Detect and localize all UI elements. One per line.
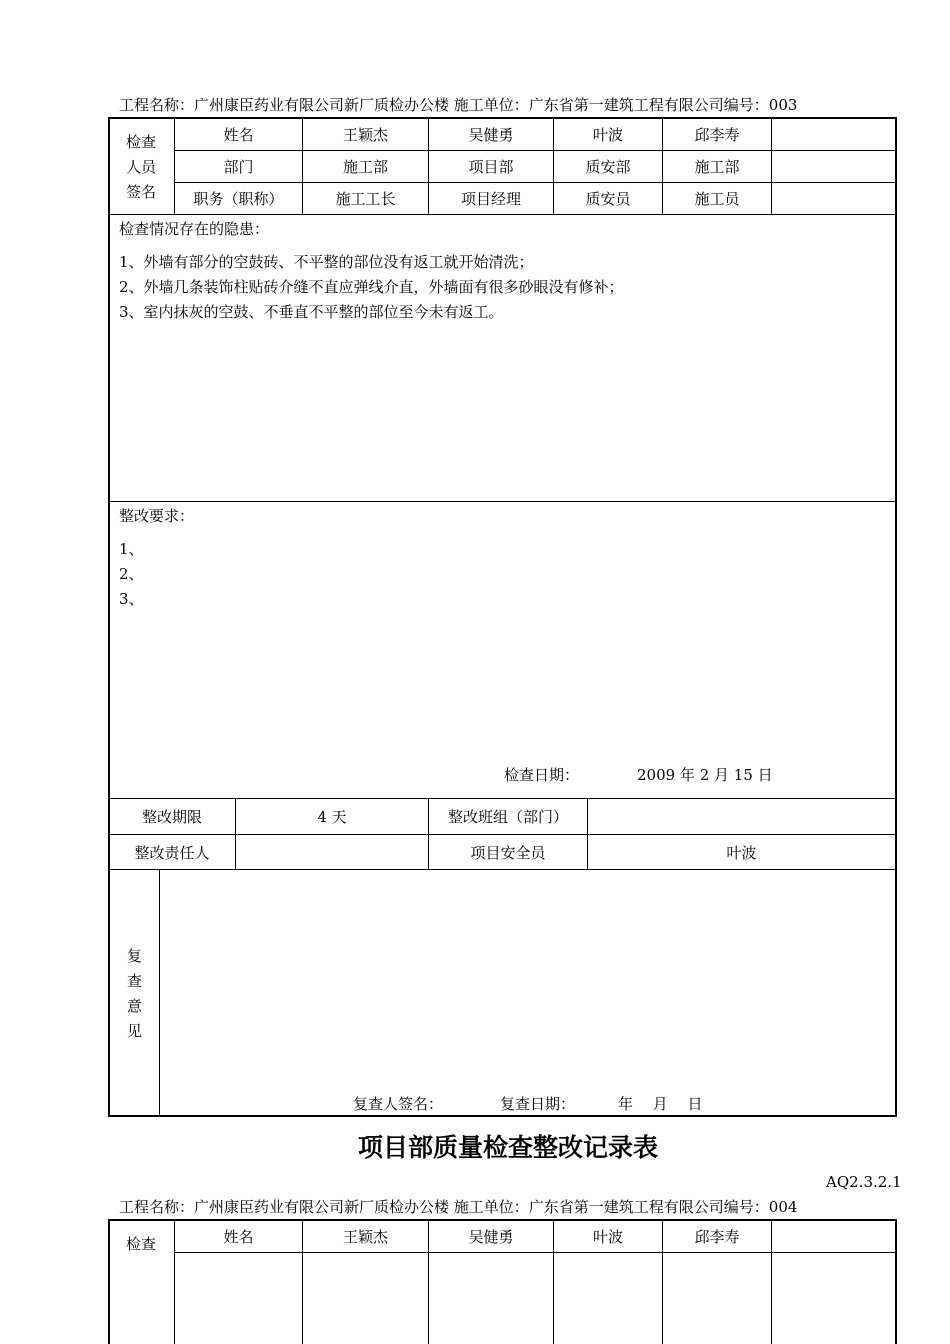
person-name: 吴健勇 (468, 125, 514, 144)
person-dept: 施工部 (694, 158, 740, 176)
review-date-placeholder: 年 月 日 (618, 1095, 703, 1113)
requirements-title: 整改要求： (119, 507, 195, 525)
requirement-item: 2、 (119, 565, 144, 583)
inspector-label-partial: 检查 (126, 1235, 157, 1253)
inspector-label-3: 签名 (126, 183, 157, 201)
project-header-2: 工程名称：广州康臣药业有限公司新厂质检办公楼 施工单位：广东省第一建筑工程有限公司编号：004 (119, 1198, 798, 1216)
inspector-label-1: 检查 (126, 133, 157, 151)
person-name-2: 王颖杰 (342, 1227, 388, 1246)
deadline-label: 整改期限 (141, 808, 202, 826)
responsible-value (236, 835, 428, 869)
person-title: 项目经理 (460, 190, 521, 208)
hazard-item: 3、室内抹灰的空鼓、不垂直不平整的部位至今未有返工。 (119, 303, 504, 321)
hazards-title: 检查情况存在的隐患： (119, 220, 270, 238)
deadline-value: 4 天 (317, 808, 347, 826)
safety-officer-label: 项目安全员 (470, 843, 546, 862)
review-date-label: 复查日期： (500, 1095, 576, 1113)
hazard-item: 2、外墙几条装饰柱贴砖介缝不直应弹线介直，外墙面有很多砂眼没有修补； (119, 278, 624, 296)
review-label-char: 复 (127, 947, 143, 965)
team-label: 整改班组（部门） (447, 808, 568, 826)
inspection-date-label: 检查日期： (504, 766, 580, 784)
person-title: 施工员 (694, 190, 740, 208)
row-label-dept: 部门 (223, 158, 254, 176)
form-code: AQ2.3.2.1 (826, 1173, 902, 1191)
person-dept: 施工部 (342, 158, 388, 176)
requirement-item: 3、 (119, 590, 144, 608)
safety-officer-value: 叶波 (726, 843, 757, 862)
requirement-item: 1、 (119, 540, 144, 558)
person-title: 施工工长 (335, 190, 396, 208)
hazard-item: 1、外墙有部分的空鼓砖、不平整的部位没有返工就开始清洗； (119, 253, 534, 271)
responsible-label: 整改责任人 (134, 843, 210, 862)
person-dept: 项目部 (468, 158, 514, 176)
team-value (588, 799, 895, 834)
form-title: 项目部质量检查整改记录表 (357, 1133, 658, 1162)
review-label-char: 见 (127, 1022, 143, 1040)
person-name: 王颖杰 (342, 125, 388, 144)
reviewer-sign-label: 复查人签名： (353, 1095, 444, 1113)
row-label-title: 职务（职称） (193, 190, 284, 208)
person-name-2: 邱李寿 (694, 1227, 740, 1246)
inspection-date: 2009 年 2 月 15 日 (637, 766, 773, 784)
review-label-char: 意 (127, 997, 143, 1015)
review-label-char: 查 (127, 972, 143, 990)
person-name: 邱李寿 (694, 125, 740, 144)
person-dept: 质安部 (585, 158, 631, 176)
project-header: 工程名称：广州康臣药业有限公司新厂质检办公楼 施工单位：广东省第一建筑工程有限公司编号：003 (119, 96, 798, 114)
person-name-2: 吴健勇 (468, 1227, 514, 1246)
row-label-name: 姓名 (223, 125, 254, 144)
inspector-label-2: 人员 (126, 158, 157, 176)
person-name: 叶波 (592, 125, 623, 144)
row-label-name-2: 姓名 (223, 1227, 254, 1246)
person-title: 质安员 (585, 190, 631, 208)
person-name-2: 叶波 (592, 1227, 623, 1246)
